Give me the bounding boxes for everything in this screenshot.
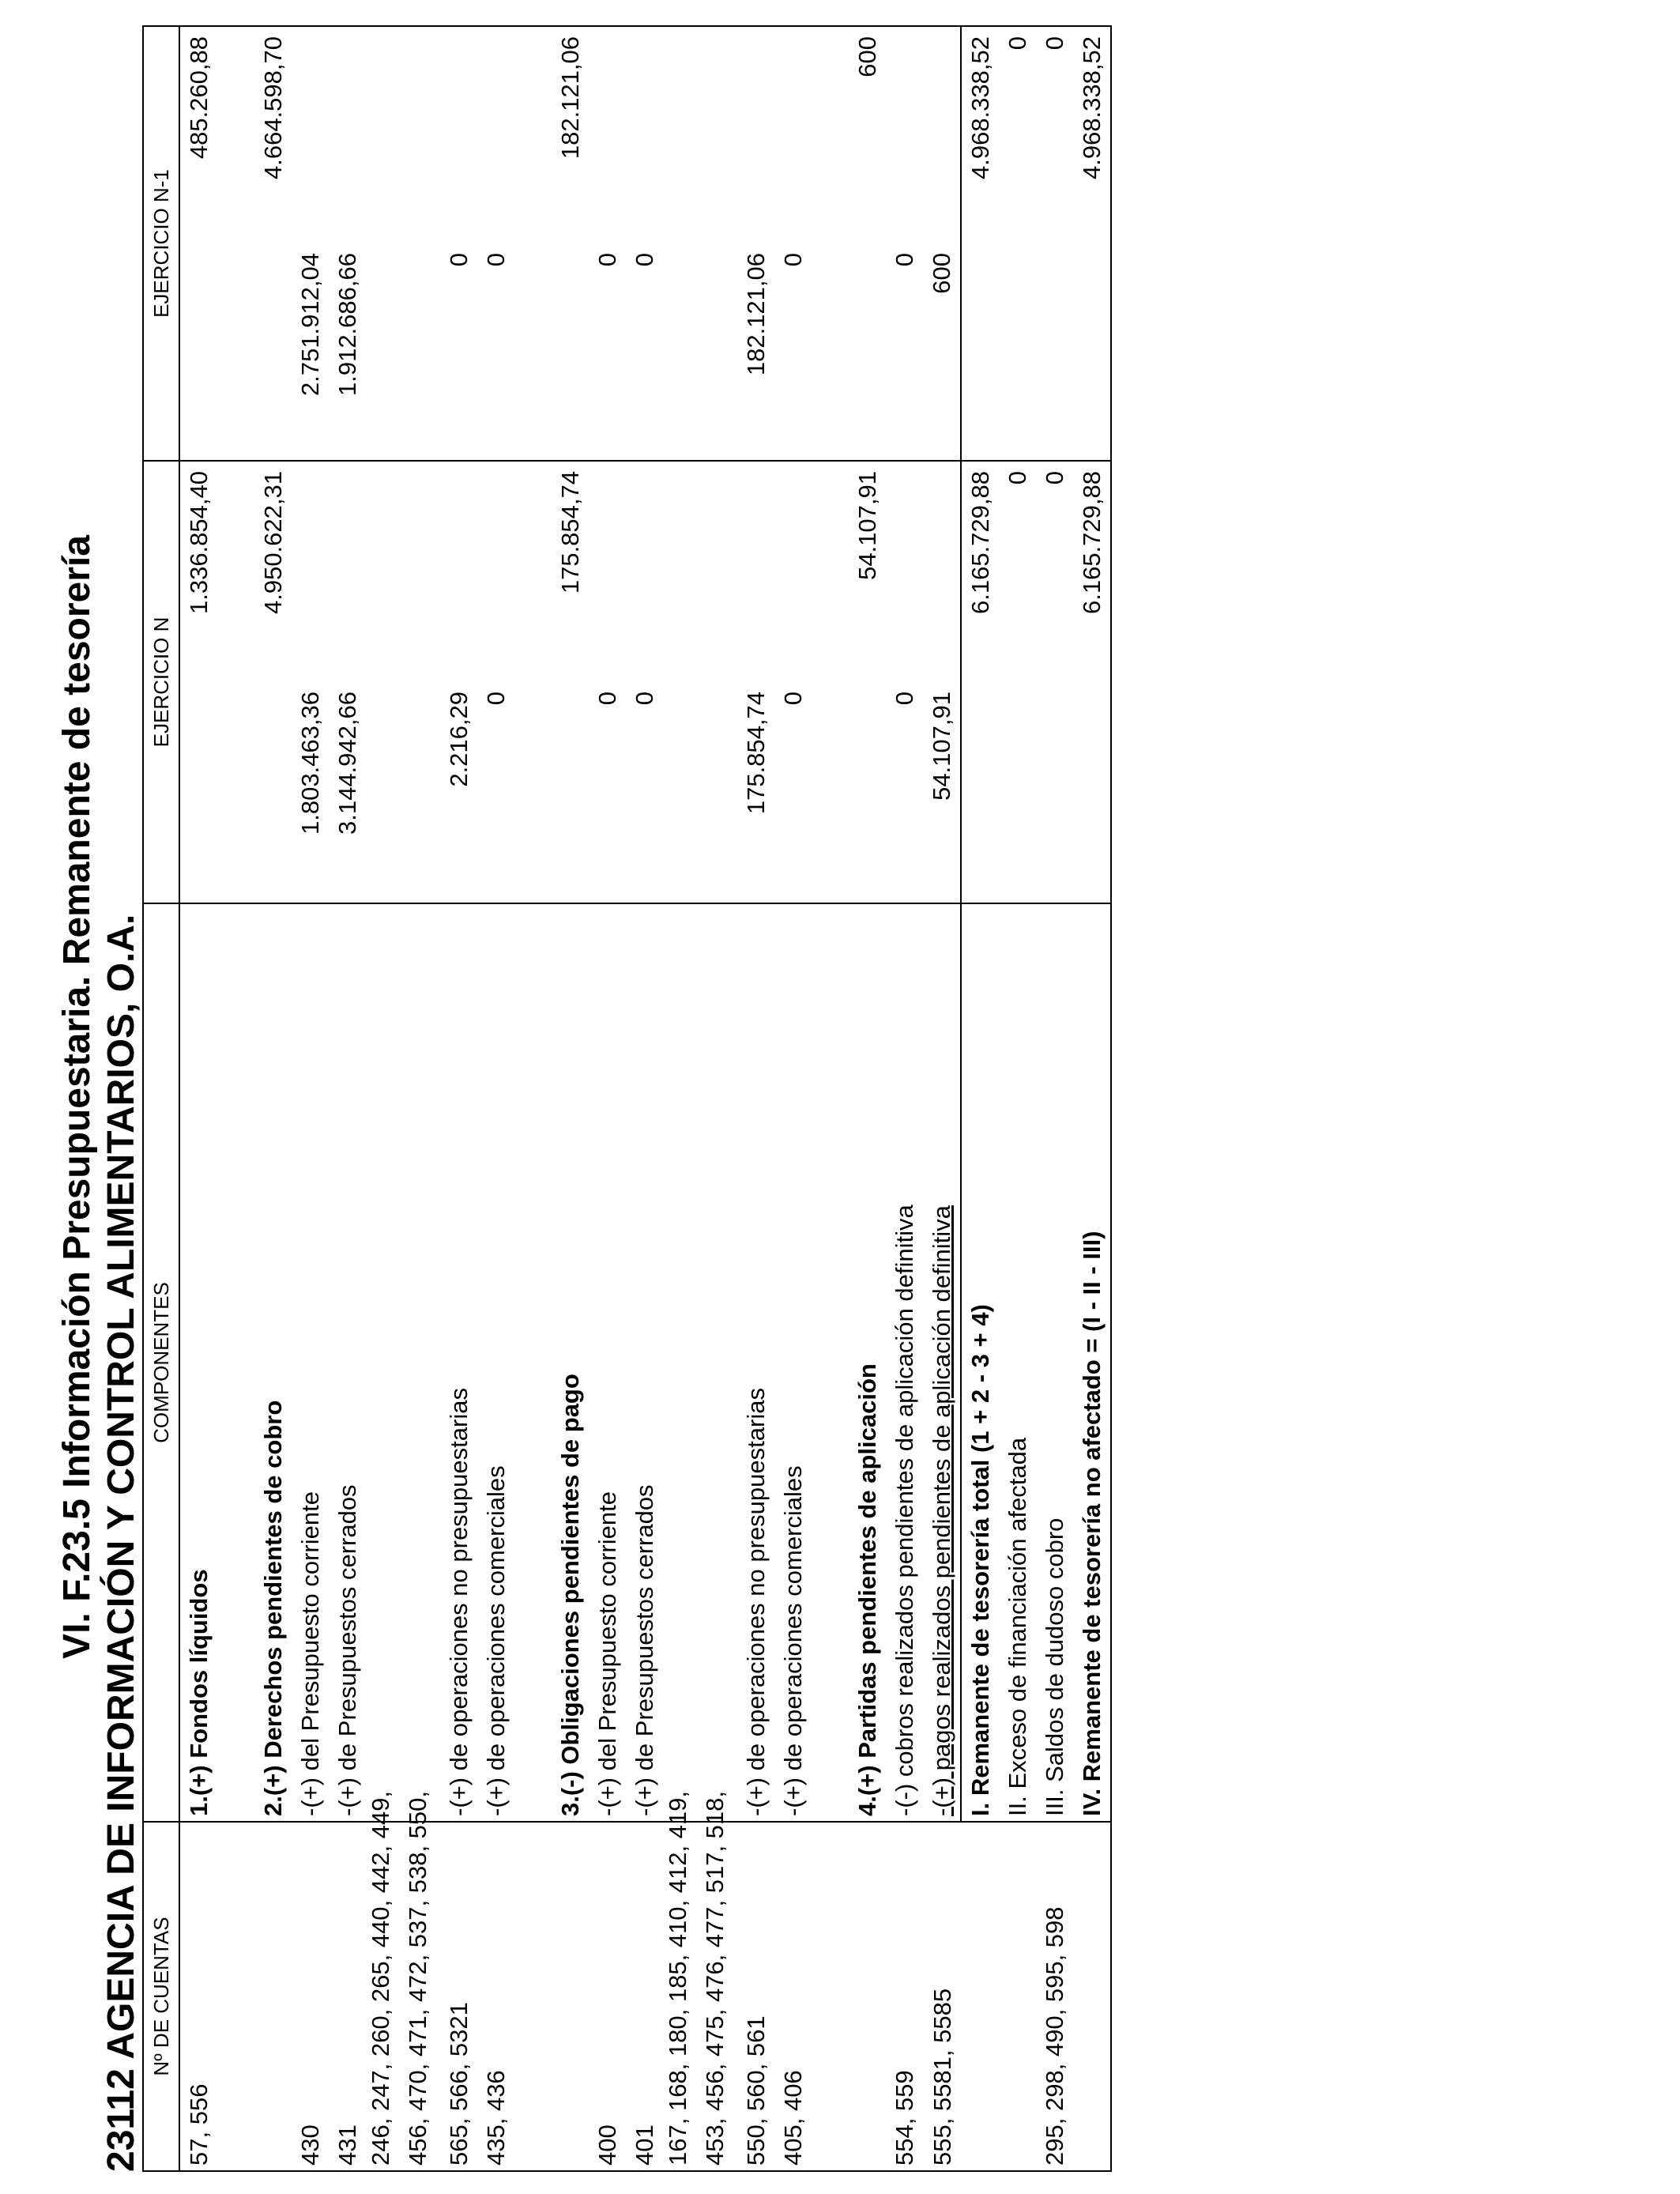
table-row [961,26,999,2171]
component-cell: III. Saldos de dudoso cobro [1036,903,1073,1822]
ejercicio-n-total-cell [514,461,552,682]
table-row [999,26,1036,2171]
ejercicio-n1-detail-cell: 0 [482,253,510,267]
ejercicio-n-detail-cell [179,682,217,903]
ejercicio-n1-detail-cell [179,243,217,461]
ejercicio-n1-total-cell: 4.968.338,52 [961,26,999,243]
table-row [812,26,849,2171]
table-row [179,26,217,2171]
ejercicio-n1-total-cell [700,26,737,243]
ejercicio-n-detail-cell [663,682,700,903]
ejercicio-n-total-cell: 1.336.854,40 [179,461,217,682]
ejercicio-n-detail-cell: 0 [631,692,658,706]
ejercicio-n1-detail-cell [217,243,254,461]
table-row [737,26,774,2171]
component-cell: -(+) de Presupuestos cerrados [626,903,663,1822]
component-cell [812,903,849,1822]
ejercicio-n-total-cell [366,461,403,682]
ejercicio-n-total-cell [923,461,961,682]
ejercicio-n-total-cell [626,461,663,682]
ejercicio-n1-detail-cell [403,243,440,461]
ejercicio-n-total-cell: 6.165.729,88 [1073,461,1111,682]
ejercicio-n1-detail-cell: 0 [779,253,807,267]
component-cell: -(+) pagos realizados pendientes de aplicación definitiva [923,903,961,1822]
ejercicio-n1-total-cell [514,26,552,243]
account-numbers-cell: 405, 406 [774,1822,812,2171]
account-numbers-cell: 431 [329,1822,366,2171]
ejercicio-n1-total-cell [663,26,700,243]
table-body [179,26,1111,2171]
component-cell: 2.(+) Derechos pendientes de cobro [254,903,292,1822]
account-numbers-cell: 430 [292,1822,329,2171]
ejercicio-n1-detail-cell [552,243,589,461]
account-numbers-cell: 246, 247, 260, 265, 440, 442, 449, [366,1822,403,2171]
ejercicio-n-total-cell [217,461,254,682]
ejercicio-n1-detail-cell: 0 [445,253,473,267]
component-cell: -(+) de operaciones comerciales [774,903,812,1822]
ejercicio-n1-detail-cell: 2.751.912,04 [296,253,324,397]
component-cell: 3.(-) Obligaciones pendientes de pago [552,903,589,1822]
ejercicio-n1-total-cell [403,26,440,243]
component-cell: II. Exceso de financiación afectada [999,903,1036,1822]
ejercicio-n-total-cell [700,461,737,682]
account-numbers-cell: 400 [589,1822,626,2171]
ejercicio-n-total-cell [292,461,329,682]
ejercicio-n-detail-cell: 1.803.463,36 [296,692,324,835]
header-ejercicio-n: EJERCICIO N [143,461,179,903]
ejercicio-n1-detail-cell: 0 [891,253,918,267]
ejercicio-n1-detail-cell [700,243,737,461]
ejercicio-n1-total-cell: 0 [1036,26,1073,243]
ejercicio-n1-detail-cell [999,243,1036,461]
ejercicio-n1-total-cell [366,26,403,243]
account-numbers-cell: 435, 436 [477,1822,514,2171]
ejercicio-n-detail-cell: 0 [593,692,621,706]
component-cell: 4.(+) Partidas pendientes de aplicación [849,903,886,1822]
ejercicio-n-total-cell: 6.165.729,88 [961,461,999,682]
ejercicio-n1-detail-cell [812,243,849,461]
ejercicio-n-detail-cell [1073,682,1111,903]
ejercicio-n-total-cell: 4.950.622,31 [254,461,292,682]
account-numbers-cell [254,1822,292,2171]
ejercicio-n1-total-cell [886,26,923,243]
table-row [217,26,254,2171]
ejercicio-n1-detail-cell [849,243,886,461]
table-row [403,26,440,2171]
account-numbers-cell [1073,1822,1111,2171]
component-cell: -(+) del Presupuesto corriente [292,903,329,1822]
ejercicio-n1-total-cell: 600 [849,26,886,243]
component-cell [366,903,403,1822]
ejercicio-n1-detail-cell [1073,243,1111,461]
component-cell: -(+) de operaciones no presupuestarias [440,903,477,1822]
account-numbers-cell [961,1822,999,2171]
ejercicio-n1-total-cell [440,26,477,243]
ejercicio-n-detail-cell: 0 [482,692,510,706]
ejercicio-n1-detail-cell [366,243,403,461]
table-row [366,26,403,2171]
account-numbers-cell [999,1822,1036,2171]
ejercicio-n-detail-cell: 3.144.942,66 [333,692,361,835]
ejercicio-n1-detail-cell [254,243,292,461]
ejercicio-n-detail-cell: 54.107,91 [928,692,955,801]
ejercicio-n-detail-cell [552,682,589,903]
table-row [1036,26,1073,2171]
account-numbers-cell [812,1822,849,2171]
ejercicio-n1-total-cell [292,26,329,243]
ejercicio-n-total-cell [403,461,440,682]
ejercicio-n-detail-cell: 175.854,74 [742,692,770,815]
ejercicio-n1-total-cell [774,26,812,243]
table-row [626,26,663,2171]
ejercicio-n-detail-cell [254,682,292,903]
account-numbers-cell [217,1822,254,2171]
table-row [514,26,552,2171]
ejercicio-n1-total-cell [737,26,774,243]
ejercicio-n1-total-cell: 4.968.338,52 [1073,26,1111,243]
account-numbers-cell: 453, 456, 475, 476, 477, 517, 518, [700,1822,737,2171]
table-row [700,26,737,2171]
account-numbers-cell: 167, 168, 180, 185, 410, 412, 419, [663,1822,700,2171]
ejercicio-n-total-cell [774,461,812,682]
ejercicio-n-detail-cell [366,682,403,903]
ejercicio-n-total-cell: 54.107,91 [849,461,886,682]
header-ejercicio-n1: EJERCICIO N-1 [143,26,179,461]
component-cell: -(-) cobros realizados pendientes de aplicación definitiva [886,903,923,1822]
table-row [329,26,366,2171]
account-numbers-cell: 295, 298, 490, 595, 598 [1036,1822,1073,2171]
component-cell: -(+) de Presupuestos cerrados [329,903,366,1822]
account-numbers-cell [514,1822,552,2171]
table-row [663,26,700,2171]
table-row [923,26,961,2171]
account-numbers-cell: 565, 566, 5321 [440,1822,477,2171]
ejercicio-n-detail-cell [961,682,999,903]
treasury-table [142,25,1112,2172]
ejercicio-n1-total-cell [812,26,849,243]
ejercicio-n1-detail-cell [663,243,700,461]
account-numbers-cell [849,1822,886,2171]
table-row [774,26,812,2171]
ejercicio-n1-detail-cell [961,243,999,461]
ejercicio-n-detail-cell [849,682,886,903]
component-cell: -(+) de operaciones no presupuestarias [737,903,774,1822]
table-row [849,26,886,2171]
table-row [477,26,514,2171]
ejercicio-n1-total-cell [626,26,663,243]
ejercicio-n-detail-cell [1036,682,1073,903]
ejercicio-n-total-cell [589,461,626,682]
account-numbers-cell: 456, 470, 471, 472, 537, 538, 550, [403,1822,440,2171]
component-cell [403,903,440,1822]
ejercicio-n1-detail-cell [1036,243,1073,461]
ejercicio-n-detail-cell: 2.216,29 [445,692,473,787]
table-row [552,26,589,2171]
component-cell: -(+) del Presupuesto corriente [589,903,626,1822]
ejercicio-n-detail-cell: 0 [891,692,918,706]
ejercicio-n-detail-cell [217,682,254,903]
account-numbers-cell [552,1822,589,2171]
ejercicio-n1-total-cell: 0 [999,26,1036,243]
account-numbers-cell: 550, 560, 561 [737,1822,774,2171]
ejercicio-n-total-cell [663,461,700,682]
component-cell: -(+) de operaciones comerciales [477,903,514,1822]
ejercicio-n1-total-cell: 182.121,06 [552,26,589,243]
ejercicio-n1-detail-cell: 600 [928,253,955,294]
ejercicio-n-total-cell [329,461,366,682]
ejercicio-n1-total-cell [329,26,366,243]
ejercicio-n1-total-cell: 4.664.598,70 [254,26,292,243]
component-cell: 1.(+) Fondos líquidos [179,903,217,1822]
header-row [143,26,179,2171]
ejercicio-n-detail-cell [403,682,440,903]
ejercicio-n1-total-cell [477,26,514,243]
table-row [886,26,923,2171]
account-numbers-cell: 555, 5581, 5585 [923,1822,961,2171]
ejercicio-n-detail-cell [700,682,737,903]
ejercicio-n1-total-cell: 485.260,88 [179,26,217,243]
ejercicio-n1-detail-cell: 0 [631,253,658,267]
entity-title: 23112 AGENCIA DE INFORMACIÓN Y CONTROL ALIMENTARIOS, O.A. [100,914,142,2172]
header-cuentas: Nº DE CUENTAS [143,1822,179,2171]
ejercicio-n-total-cell: 175.854,74 [552,461,589,682]
table-row [1073,26,1111,2171]
ejercicio-n1-detail-cell: 1.912.686,66 [333,253,361,397]
ejercicio-n-total-cell [477,461,514,682]
ejercicio-n1-total-cell [923,26,961,243]
ejercicio-n-total-cell [886,461,923,682]
ejercicio-n1-total-cell [217,26,254,243]
ejercicio-n-detail-cell: 0 [779,692,807,706]
page-title: VI. F.23.5 Información Presupuestaria. Remanente de tesorería [56,535,98,1659]
account-numbers-cell: 57, 556 [179,1822,217,2171]
account-numbers-cell: 401 [626,1822,663,2171]
component-cell [217,903,254,1822]
ejercicio-n1-detail-cell: 0 [593,253,621,267]
component-cell [514,903,552,1822]
table-row [292,26,329,2171]
header-componentes: COMPONENTES [143,903,179,1822]
ejercicio-n-total-cell: 0 [1036,461,1073,682]
table-row [440,26,477,2171]
account-numbers-cell: 554, 559 [886,1822,923,2171]
ejercicio-n-total-cell [812,461,849,682]
ejercicio-n1-total-cell [589,26,626,243]
ejercicio-n-detail-cell [514,682,552,903]
component-cell: I. Remanente de tesorería total (1 + 2 - 3 + 4) [961,903,999,1822]
ejercicio-n1-detail-cell: 182.121,06 [742,253,770,376]
ejercicio-n-total-cell: 0 [999,461,1036,682]
ejercicio-n-detail-cell [999,682,1036,903]
table-row [589,26,626,2171]
ejercicio-n-total-cell [737,461,774,682]
ejercicio-n1-detail-cell [514,243,552,461]
component-cell [700,903,737,1822]
ejercicio-n-total-cell [440,461,477,682]
component-cell: IV. Remanente de tesorería no afectado = (I - II - III) [1073,903,1111,1822]
table-row [254,26,292,2171]
ejercicio-n-detail-cell [812,682,849,903]
component-cell [663,903,700,1822]
